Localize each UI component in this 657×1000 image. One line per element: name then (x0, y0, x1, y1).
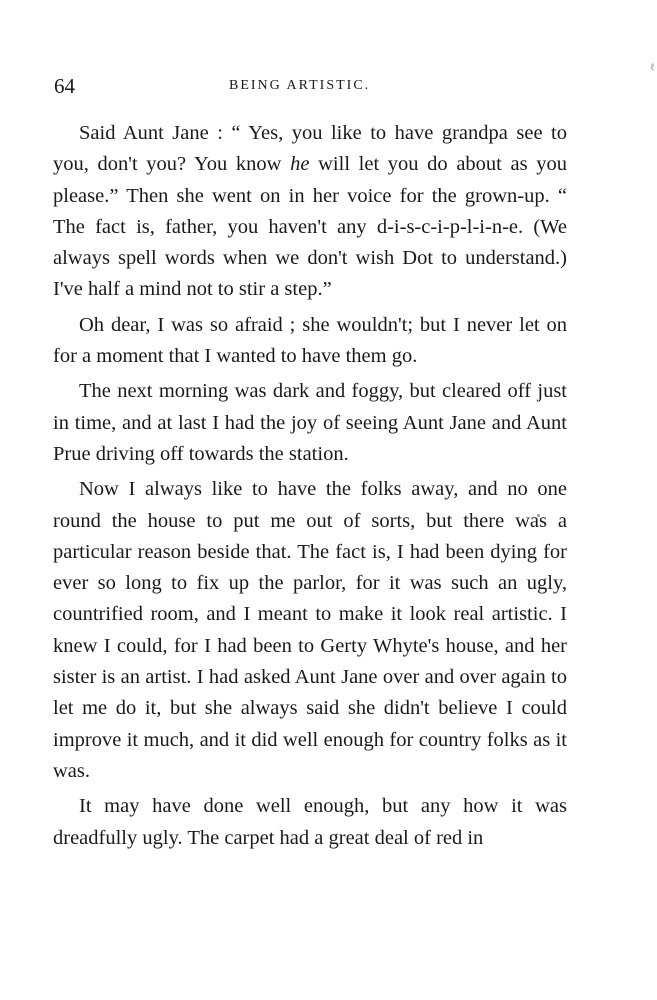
margin-mark: ℓ (650, 62, 655, 73)
running-head: BEING ARTISTIC. (229, 78, 371, 93)
paragraph-1-text: Said Aunt Jane : “ Yes, you like to have grandpa see to you, don't you? You know (53, 122, 567, 176)
paragraph-5 (53, 791, 567, 854)
page-number: 64 (54, 74, 75, 98)
paragraph-4 (53, 474, 567, 787)
body-text (53, 118, 567, 854)
paragraph-3 (53, 376, 567, 470)
paragraph-2-text: Oh dear, I was so afraid ; she wouldn't; but I never let on for a moment that I wanted to have them go. (53, 313, 567, 368)
paragraph-4-text: Now I always like to have the folks away, and no one round the house to put me out of sorts, but there was a particular reason beside that. The fact is, I had been dying for ever so long to fix up the parlor, for it was such an ugly, countrified room, and I meant to make it look real artistic. I knew I could, for I had been to Gerty Whyte's house, and her sister is an artist. I had asked Aunt Jane over and over again to let me do it, but she always said she didn't believe I could improve it much, and it did well enough for country folks as it was. (53, 478, 567, 782)
paragraph-2 (53, 310, 567, 373)
paragraph-5-text: It may have done well enough, but any how it was dreadfully ugly. The carpet had a great deal of red in (53, 795, 567, 849)
paragraph-1-text-cont: will let you do about as you please.” Then she went on in her voice for the grown-up. “ The fact is, father, you haven't any d-i-s-c-i-p-l-i-n-e. (We always spell words when we don't wish Dot to understand.) I've half a mind not to stir a step.” (53, 153, 567, 301)
paragraph-1 (53, 118, 567, 306)
paragraph-3-text: The next morning was dark and foggy, but cleared off just in time, and at last I had the joy of seeing Aunt Jane and Aunt Prue driving off towards the station. (53, 380, 567, 465)
page-header (54, 74, 567, 100)
paragraph-1-emphasis: he (290, 153, 310, 176)
